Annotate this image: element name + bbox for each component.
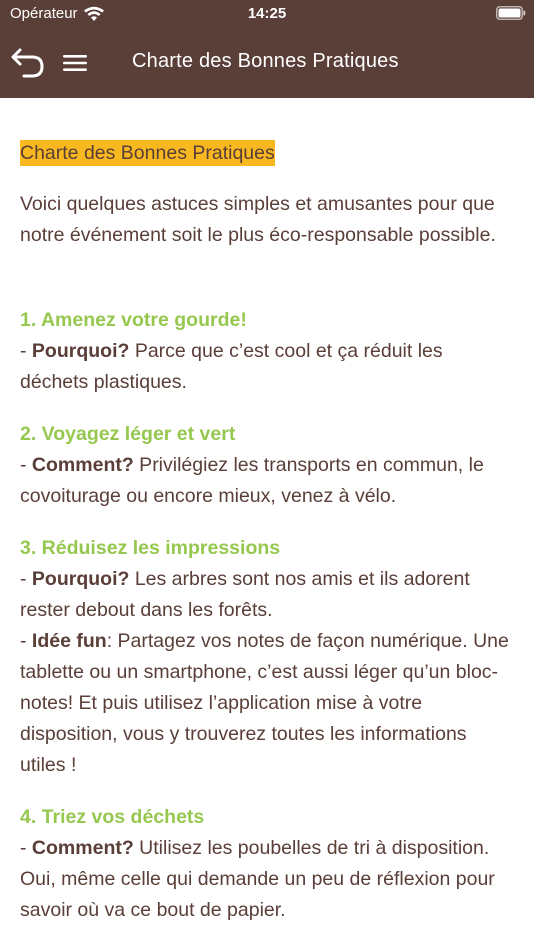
section-impressions	[20, 533, 516, 781]
item-label: Pourquoi?	[31, 568, 130, 590]
section-title: 1. Amenez votre gourde!	[20, 309, 247, 331]
back-arrow-icon[interactable]	[10, 46, 46, 80]
item-label: Pourquoi?	[31, 340, 130, 362]
item-prefix: -	[20, 568, 32, 590]
item-prefix: -	[20, 630, 32, 652]
section-dechets	[20, 802, 516, 926]
carrier-label: Opérateur	[10, 5, 78, 22]
section-item	[20, 833, 516, 926]
section-item	[20, 564, 516, 626]
item-text: Les arbres sont nos amis et ils adorent rester debout dans les forêts.	[20, 568, 470, 621]
charter-content	[20, 138, 516, 926]
charter-heading: Charte des Bonnes Pratiques	[20, 142, 275, 164]
hamburger-menu-icon[interactable]	[62, 50, 88, 76]
section-voyagez	[20, 419, 516, 512]
item-text: Utilisez les poubelles de tri à disposition. Oui, même celle qui demande un peu de réflexion pour savoir où va ce bout de papier.	[20, 837, 495, 921]
item-text: : Partagez vos notes de façon numérique. Une tablette ou un smartphone, c’est aussi léger qu’un bloc-notes! Et puis utilisez l’application mise à votre disposition, vous y trouverez toutes les informations utiles !	[20, 630, 509, 776]
section-title: 4. Triez vos déchets	[20, 806, 205, 828]
section-item	[20, 450, 516, 512]
charter-heading-row	[20, 138, 516, 169]
status-bar	[0, 0, 534, 28]
item-text: Privilégiez les transports en commun, le covoiturage ou encore mieux, venez à vélo.	[20, 454, 484, 507]
section-item	[20, 336, 516, 398]
page-title: Charte des Bonnes Pratiques	[132, 50, 399, 72]
navigation-bar	[0, 28, 534, 98]
item-prefix: -	[20, 454, 32, 476]
intro-paragraph: Voici quelques astuces simples et amusantes pour que notre événement soit le plus éco-responsable possible.	[20, 193, 496, 246]
battery-icon	[496, 6, 526, 20]
section-title: 2. Voyagez léger et vert	[20, 423, 236, 445]
section-title: 3. Réduisez les impressions	[20, 537, 281, 559]
item-prefix: -	[20, 340, 32, 362]
section-item	[20, 626, 516, 781]
section-gourde	[20, 305, 516, 398]
item-label: Comment?	[31, 837, 134, 859]
item-label: Comment?	[31, 454, 134, 476]
item-prefix: -	[20, 837, 32, 859]
item-text: Parce que c’est cool et ça réduit les déchets plastiques.	[20, 340, 443, 393]
status-time: 14:25	[247, 5, 287, 22]
item-label: Idée fun	[31, 630, 107, 652]
